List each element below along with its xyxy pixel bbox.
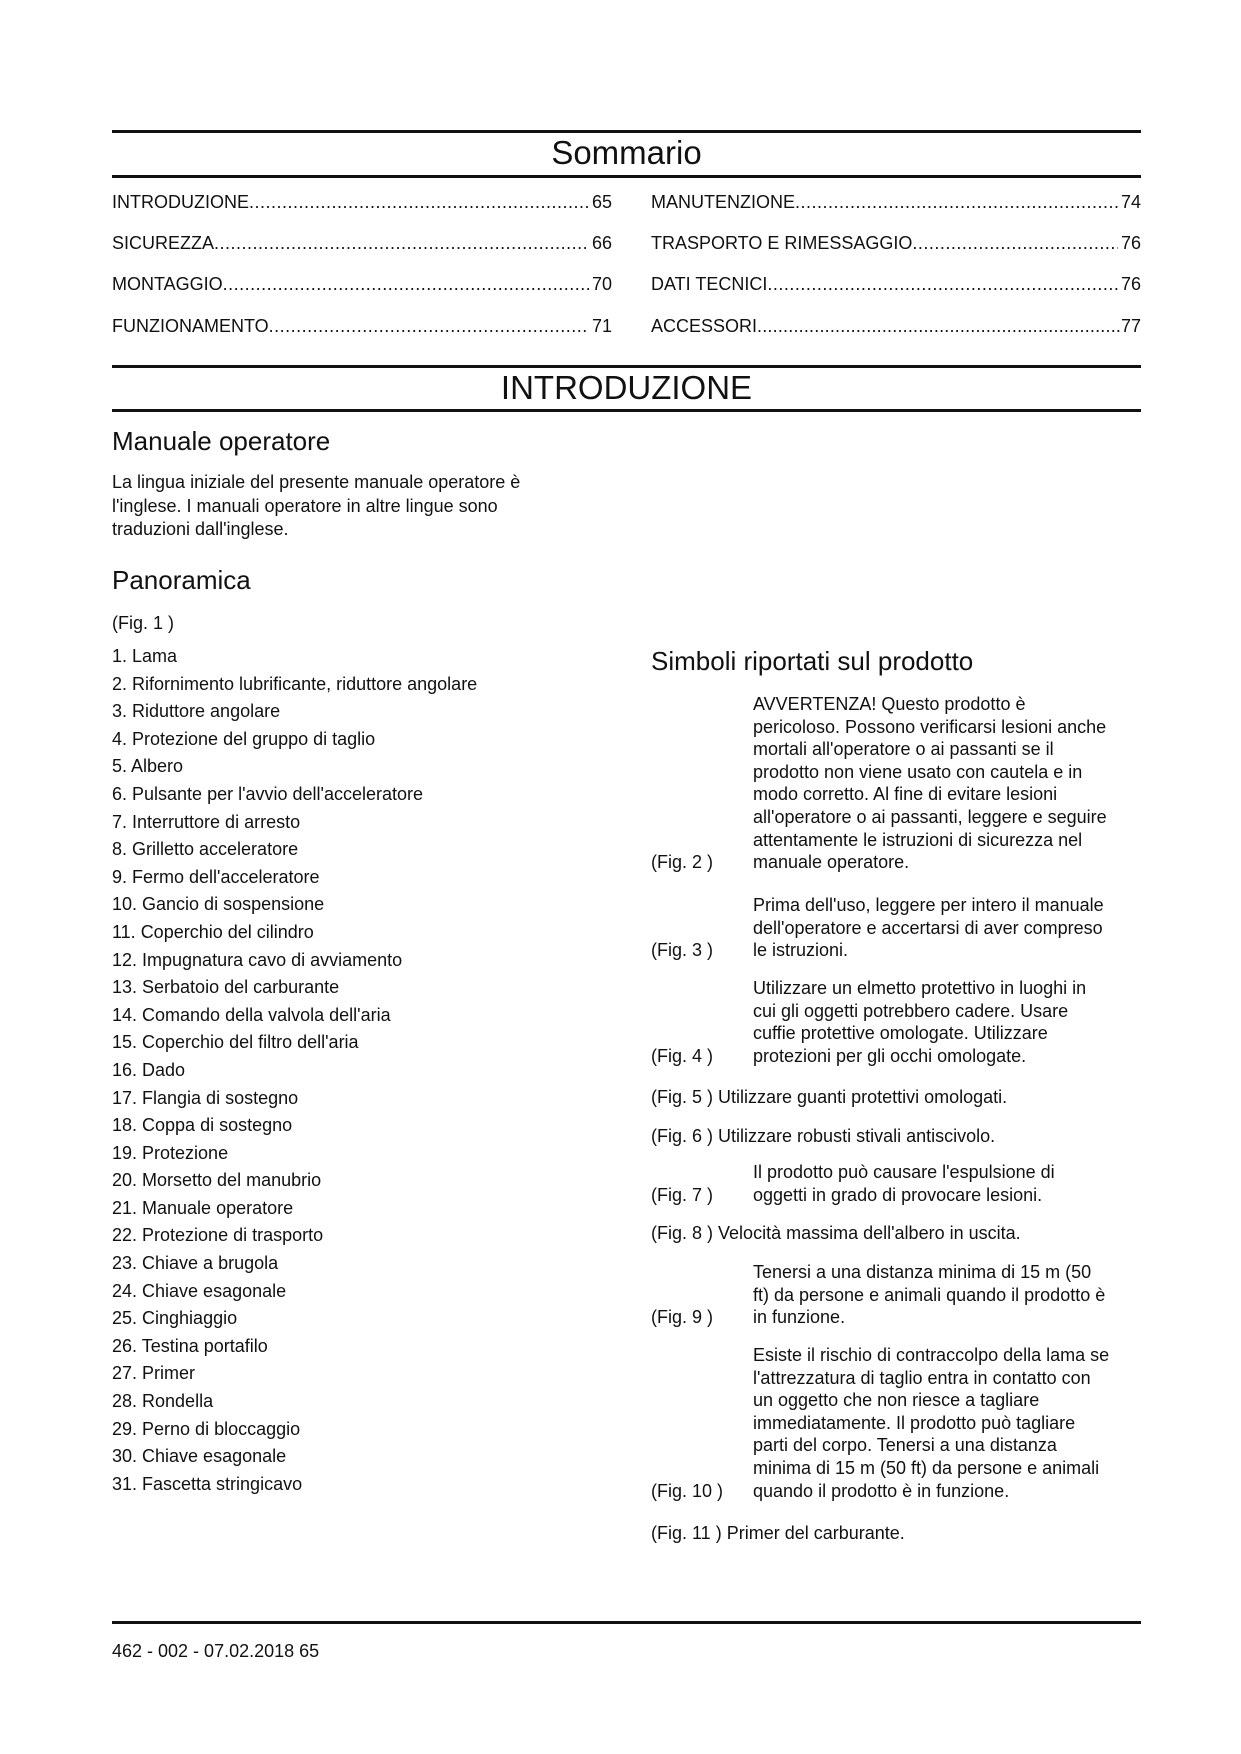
symbol-item (651, 1086, 1007, 1109)
text-line: oggetti in grado di provocare lesioni. (753, 1184, 1043, 1205)
toc-entry[interactable] (112, 315, 612, 337)
text-line: attentamente le istruzioni di sicurezza nel (753, 829, 1083, 850)
overview-fig-ref: (Fig. 1 ) (112, 613, 175, 633)
toc-leader (249, 191, 589, 213)
list-item: 10. Gancio di sospensione (112, 894, 325, 915)
list-item: 2. Rifornimento lubrificante, riduttore angolare (112, 673, 478, 694)
list-item: 25. Cinghiaggio (112, 1308, 238, 1329)
toc-leader (223, 273, 589, 295)
list-item: 24. Chiave esagonale (112, 1280, 287, 1301)
text-line: minima di 15 m (50 ft) da persone e animali (753, 1457, 1100, 1478)
text-line: immediatamente. Il prodotto può tagliare (753, 1412, 1076, 1433)
text-line: dell'operatore e accertarsi di aver compreso (753, 917, 1103, 938)
list-item: 16. Dado (112, 1059, 186, 1080)
text-line: manuale operatore. (753, 852, 910, 873)
toc-entry[interactable] (651, 191, 1141, 213)
symbol-text (753, 1344, 1109, 1502)
fig-ref: (Fig. 8 ) (651, 1223, 714, 1243)
list-item: 1. Lama (112, 646, 178, 666)
symbol-text: Utilizzare robusti stivali antiscivolo. (718, 1126, 996, 1146)
list-item: 14. Comando della valvola dell'aria (112, 1004, 391, 1025)
list-item: 29. Perno di bloccaggio (112, 1418, 301, 1439)
list-item: 5. Albero (112, 756, 184, 777)
symbol-item (651, 1161, 1151, 1206)
text-line: Tenersi a una distanza minima di 15 m (50 (753, 1262, 1092, 1282)
symbol-text: Velocità massima dell'albero in uscita. (718, 1223, 1021, 1243)
toc-label: TRASPORTO E RIMESSAGGIO (651, 233, 913, 253)
list-item: 11. Coperchio del cilindro (112, 921, 314, 942)
list-item: 12. Impugnatura cavo di avviamento (112, 949, 403, 970)
text-line: all'operatore o ai passanti, leggere e seguire (753, 806, 1107, 827)
list-item: 28. Rondella (112, 1391, 214, 1412)
footer (112, 1640, 319, 1662)
toc-page: 66 (591, 233, 612, 253)
symbol-item (651, 1125, 995, 1148)
parts-list (112, 643, 477, 1498)
text-line: AVVERTENZA! Questo prodotto è (753, 694, 1026, 714)
text-line: protezioni per gli occhi omologate. (753, 1045, 1027, 1066)
overview-heading: Panoramica (112, 565, 251, 595)
list-item: 15. Coperchio del filtro dell'aria (112, 1032, 359, 1053)
toc-leader (767, 273, 1118, 295)
text-line: Prima dell'uso, leggere per intero il manuale (753, 895, 1104, 915)
text-line: quando il prodotto è in funzione. (753, 1480, 1010, 1501)
list-item: 19. Protezione (112, 1142, 229, 1163)
list-item: 21. Manuale operatore (112, 1197, 294, 1218)
section-title: INTRODUZIONE (500, 369, 753, 406)
toc-entry[interactable] (651, 232, 1141, 254)
text-line: le istruzioni. (753, 940, 849, 961)
toc-page: 71 (591, 316, 612, 336)
text-line: in funzione. (753, 1307, 846, 1328)
toc-leader (795, 191, 1118, 213)
toc-leader (912, 232, 1118, 254)
list-item: 7. Interruttore di arresto (112, 811, 301, 832)
fig-ref: (Fig. 5 ) (651, 1087, 714, 1107)
list-item: 31. Fascetta stringicavo (112, 1473, 303, 1494)
text-line: modo corretto. Al fine di evitare lesioni (753, 784, 1058, 805)
text-line: ft) da persone e animali quando il prodotto è (753, 1284, 1106, 1305)
symbol-text: Primer del carburante. (726, 1523, 905, 1543)
fig-ref: (Fig. 9 ) (651, 1307, 714, 1328)
symbol-text (753, 894, 1104, 962)
fig-ref: (Fig. 3 ) (651, 940, 714, 961)
toc-entry[interactable] (112, 191, 612, 213)
list-item: 9. Fermo dell'acceleratore (112, 866, 320, 887)
list-item: 27. Primer (112, 1363, 196, 1384)
list-item: 13. Serbatoio del carburante (112, 977, 340, 998)
toc-page: 76 (1120, 233, 1141, 253)
list-item: 20. Morsetto del manubrio (112, 1170, 322, 1191)
toc-leader (757, 315, 1121, 337)
text-line: traduzioni dall'inglese. (112, 519, 289, 539)
toc-entry[interactable] (112, 273, 612, 295)
symbol-text (753, 977, 1086, 1067)
toc-page: 65 (591, 192, 612, 212)
toc-label: SICUREZZA (112, 233, 215, 253)
toc-page: 77 (1120, 316, 1141, 336)
text-line: parti del corpo. Tenersi a una distanza (753, 1435, 1057, 1456)
symbol-item (651, 977, 1151, 1067)
symbol-item (651, 894, 1151, 962)
toc-label: INTRODUZIONE (112, 192, 249, 212)
symbol-text: Utilizzare guanti protettivi omologati. (718, 1087, 1008, 1107)
fig-ref: (Fig. 10 ) (651, 1480, 724, 1501)
toc-label: FUNZIONAMENTO (112, 316, 269, 336)
text-line: pericoloso. Possono verificarsi lesioni anche (753, 716, 1107, 737)
divider (112, 175, 1141, 178)
text-line: l'attrezzatura di taglio entra in contatto con (753, 1367, 1091, 1388)
text-line: cuffie protettive omologate. Utilizzare (753, 1023, 1048, 1044)
toc-label: DATI TECNICI (651, 274, 768, 294)
toc-leader (214, 232, 589, 254)
toc-label: MONTAGGIO (112, 274, 223, 294)
fig-ref: (Fig. 6 ) (651, 1126, 714, 1146)
text-line: prodotto non viene usato con cautela e in (753, 761, 1083, 782)
list-item: 22. Protezione di trasporto (112, 1225, 324, 1246)
symbol-item (651, 693, 1151, 874)
page-number: 65 (299, 1641, 320, 1661)
fig-ref: (Fig. 7 ) (651, 1184, 714, 1205)
toc-label: MANUTENZIONE (651, 192, 795, 212)
toc-entry[interactable] (112, 232, 612, 254)
list-item: 17. Flangia di sostegno (112, 1087, 299, 1108)
toc-label: ACCESSORI (651, 316, 758, 336)
symbol-item (651, 1222, 1021, 1245)
fig-ref: (Fig. 11 ) (651, 1523, 722, 1543)
symbol-text (753, 1161, 1055, 1206)
text-line: un oggetto che non riesce a tagliare (753, 1390, 1040, 1411)
symbol-item (651, 1344, 1151, 1502)
toc-page: 74 (1120, 192, 1141, 212)
text-line: mortali all'operatore o ai passanti se il (753, 739, 1054, 760)
list-item: 26. Testina portafilo (112, 1335, 268, 1356)
document-code: 462 - 002 - 07.02.2018 (112, 1641, 295, 1661)
symbol-text (753, 693, 1107, 874)
text-line: l'inglese. I manuali operatore in altre lingue sono (112, 495, 498, 516)
toc-page: 70 (591, 274, 612, 294)
list-item: 8. Grilletto acceleratore (112, 839, 299, 860)
symbols-heading: Simboli riportati sul prodotto (651, 646, 974, 676)
list-item: 6. Pulsante per l'avvio dell'acceleratore (112, 783, 424, 804)
symbol-item (651, 1261, 1151, 1329)
symbol-text (753, 1261, 1105, 1329)
list-item: 30. Chiave esagonale (112, 1446, 287, 1467)
toc-entry[interactable] (651, 315, 1141, 337)
text-line: Utilizzare un elmetto protettivo in luoghi in (753, 978, 1087, 998)
list-item: 3. Riduttore angolare (112, 701, 281, 722)
text-line: cui gli oggetti potrebbero cadere. Usare (753, 1000, 1069, 1021)
divider (112, 1621, 1141, 1624)
toc-title: Sommario (551, 134, 702, 171)
fig-ref: (Fig. 2 ) (651, 852, 714, 873)
text-line: Il prodotto può causare l'espulsione di (753, 1162, 1055, 1182)
list-item: 23. Chiave a brugola (112, 1253, 279, 1274)
divider (112, 409, 1141, 412)
text-line: Esiste il rischio di contraccolpo della lama se (753, 1345, 1110, 1365)
list-item: 4. Protezione del gruppo di taglio (112, 728, 376, 749)
manual-paragraph (112, 471, 520, 542)
toc-entry[interactable] (651, 273, 1141, 295)
symbol-item (651, 1522, 905, 1545)
toc-page: 76 (1120, 274, 1141, 294)
list-item: 18. Coppa di sostegno (112, 1115, 293, 1136)
fig-ref: (Fig. 4 ) (651, 1045, 714, 1066)
manual-heading: Manuale operatore (112, 426, 331, 456)
text-line: La lingua iniziale del presente manuale operatore è (112, 472, 521, 492)
toc-leader (269, 315, 589, 337)
